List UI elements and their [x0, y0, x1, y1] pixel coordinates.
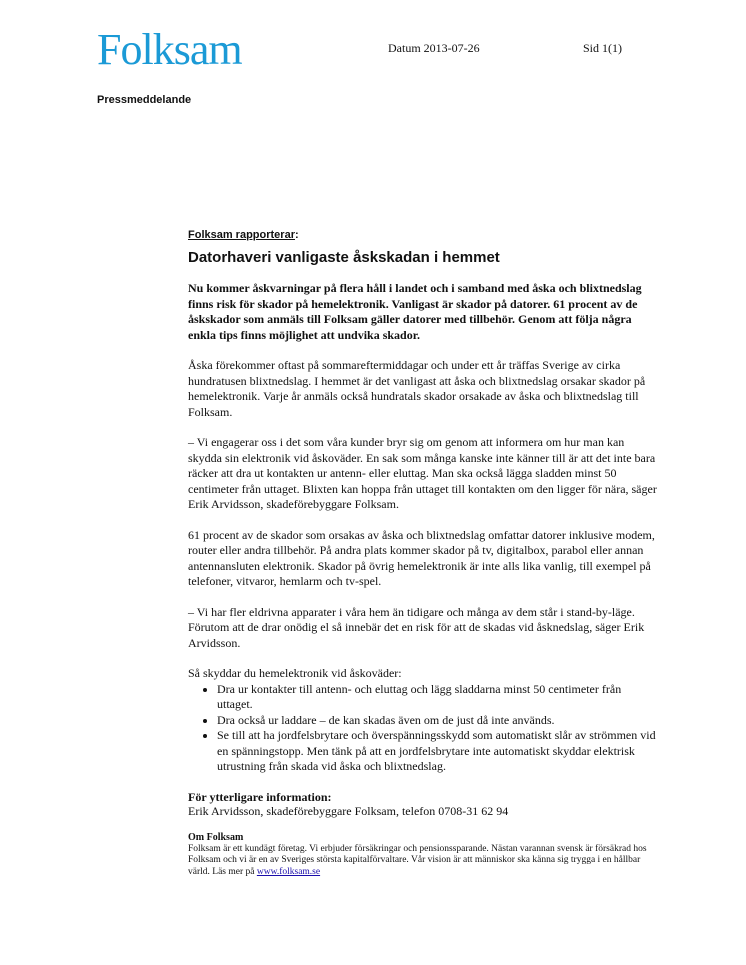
about-heading: Om Folksam	[188, 831, 244, 843]
about-text	[188, 844, 658, 879]
document-date: Datum 2013-07-26	[388, 41, 480, 55]
body-paragraph: 61 procent av de skador som orsakas av åska och blixtnedslag omfattar datorer inklusive modem, router eller andra tillbehör. På andra plats kommer skador på tv, digitalbox, parabol eller annan antennansluten elektronik. Skador på övrig hemelektronik är inte alls lika vanlig, till exempel på telefoner, vitvaror, hemlarm och tv-spel.	[188, 527, 655, 588]
kicker	[188, 229, 658, 241]
tip-item: • Dra också ur laddare – de kan skadas även om de just då inte används.	[217, 713, 658, 729]
contact-info: Erik Arvidsson, skadeförebyggare Folksam, telefon 0708-31 62 94	[188, 803, 509, 818]
body-paragraph: – Vi har fler eldrivna apparater i våra hem än tidigare och många av dem står i stand-by-läge. Förutom att de drar onödig el så innebär det en risk för att de skadas vid åsknedslag, säger Erik Arvidsson.	[188, 604, 645, 650]
body-paragraph: – Vi engagerar oss i det som våra kunder bryr sig om genom att informera om hur man kan skydda sin elektronik vid åskoväder. En sak som många kanske inte känner till är att det inte bara räcker att dra ut kontakten ur antenn- eller eluttag. Man ska också lägga sladden minst 50 centimeter från uttaget. Blixten kan hoppa från uttaget till kontakten om den ligger för nära, säger Erik Arvidsson, skadeförebyggare Folksam.	[188, 435, 657, 511]
tips-intro: Så skyddar du hemelektronik vid åskoväder:	[188, 666, 402, 680]
folksam-logo: Folksam	[97, 25, 242, 74]
lead-paragraph: Nu kommer åskvarningar på flera håll i landet och i samband med åska och blixtnedslag finns risk för skador på hemelektronik. Vanligast är skador på datorer. 61 procent av de åskskador som anmäls till Folksam gäller datorer med tillbehör. Genom att följa några enkla tips finns möjlighet att undvika skador.	[188, 281, 642, 342]
kicker-colon: :	[294, 229, 299, 241]
contact-heading: För ytterligare information:	[188, 789, 332, 804]
document-type: Pressmeddelande	[97, 94, 192, 106]
body-paragraph: Åska förekommer oftast på sommareftermiddagar och under ett år träffas Sverige av cirka hundratusen blixtnedslag. I hemmet är det vanligast att åska och blixtnedslag orsakar skador på hemelektronik. Varje år anmäls också hundratals skador orsakade av åska och blixtnedslag till Folksam.	[188, 358, 646, 419]
headline: Datorhaveri vanligaste åskskadan i hemmet	[188, 249, 500, 266]
tips-list	[188, 682, 658, 775]
about-body: Folksam är ett kundägt företag. Vi erbjuder försäkringar och pensionssparande. Nästan varannan svensk är försäkrad hos Folksam och vi är en av Sveriges största kapitalförvaltare. Vår vision är att människor ska känna sig trygga i en hållbar värld. Läs mer på	[188, 843, 647, 877]
tip-item: • Dra ur kontakter till antenn- och eluttag och lägg sladdarna minst 50 centimeter från uttaget.	[217, 682, 658, 713]
folksam-website-link[interactable]: www.folksam.se	[256, 866, 321, 877]
tip-item: • Se till att ha jordfelsbrytare och överspänningsskydd som automatiskt slår av strömmen vid en spänningstopp. Men tänk på att en jordfelsbrytare inte automatiskt skyddar elektrisk utrustning från skada vid åska och blixtnedslag.	[217, 728, 658, 775]
article	[188, 229, 658, 878]
page-number: Sid 1(1)	[583, 41, 622, 55]
kicker-label: Folksam rapporterar	[188, 229, 295, 241]
